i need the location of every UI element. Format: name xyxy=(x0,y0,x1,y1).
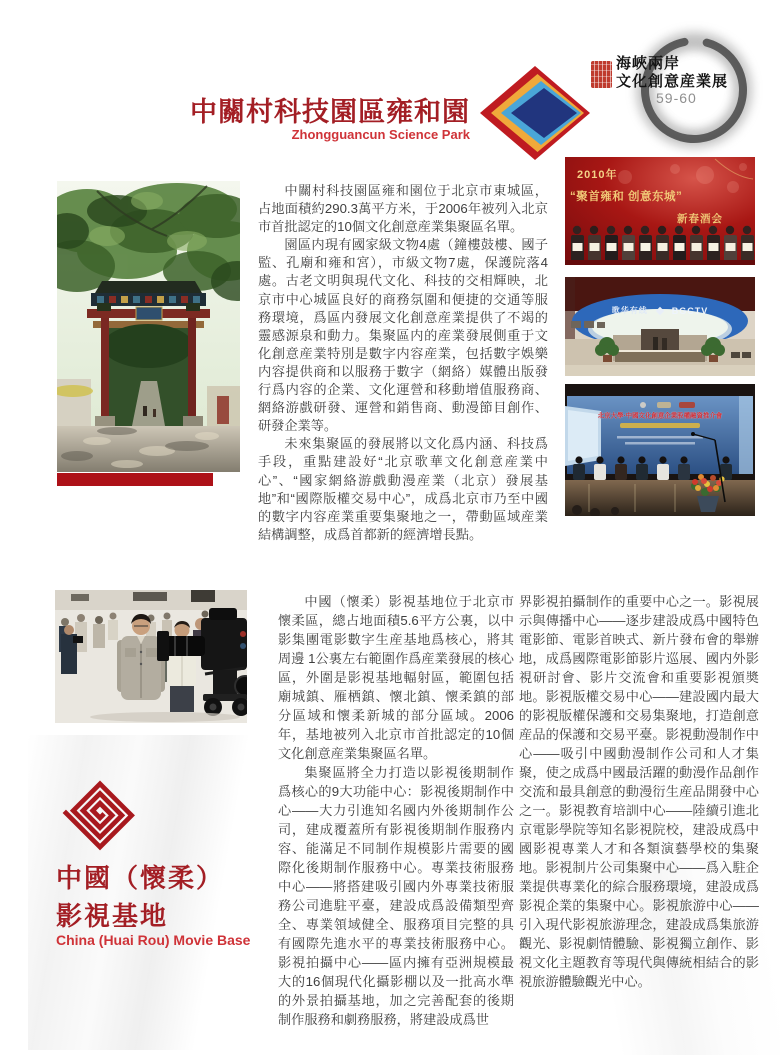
expo-title-line1: 海峽兩岸 xyxy=(616,55,681,72)
lobby-banner-brand-en: BGCTV xyxy=(671,305,709,316)
s2-paragraph-2-continued: 界影視拍攝制作的重要中心之一。影視展示與傳播中心——逐步建設成爲中國特色電影節、電影首映式、新片發布會的舉辦地，成爲國際電影節影片巡展、國内外影視研討會、影片交流會和重要影視頒奬地。影視版權交易中心——建設國内最大的影視版權保護和交易集聚地，打造創意産品的保護和交易平臺。影視動漫制作中心——吸引中國動漫制作公司和人才集聚，使之成爲中國最活躍的動漫作品創作交流和最具創意的動漫衍生産品開發中心之一。影視教育培訓中心——陸續引進北京電影學院等知名影視院校，建設成爲中國影視專業人才和各類演藝學校的集聚地。影視制片公司集聚中心——爲入駐企業提供專業化的綜合服務環境，建設成爲影視企業的集聚中心。影視旅游中心——引入現代影視旅游理念，建設成爲集旅游觀光、影視劇情體驗、影視獨立創作、影視文化主題教育等現代與傳統相結合的影視旅游體驗觀光中心。 xyxy=(519,594,759,989)
s1-paragraph-3: 未來集聚區的發展將以文化爲内涵、科技爲手段，重點建設好“北京歌華文化創意産業中心”、“國家網絡游戲動漫産業（北京）發展基地”和“國際版權交易中心”，成爲北京市乃至中國的數字内容産業重要集聚地之一，帶動區域産業結構調整，成爲首都新的經濟增長點。 xyxy=(258,436,548,542)
lobby-banner-brand-cn: 歌华有线 xyxy=(611,306,648,315)
section1-title: 中關村科技園區雍和園 xyxy=(190,97,470,127)
s2-paragraph-1: 中國（懷柔）影視基地位于北京市懷柔區，總占地面積5.6平方公裏，以中影集團電影數字生産基地爲核心，將其周邊 1公裏左右範圍作爲産業發展的核心區，外圍是影視基地輻射區，範圍包括廟城鎮、雁栖鎮、懷北鎮、懷柔鎮的部分區域和懷柔新城的部分區域。2006年，基地被列入北京市首批認定的10個文化創意産業集聚區名單。 xyxy=(278,594,514,761)
section2-title-line1: 中國（懷柔） xyxy=(56,864,225,893)
s1-paragraph-1: 中關村科技園區雍和園位于北京市東城區，占地面積約290.3萬平方米，于2006年被列入北京市首批認定的10個文化創意産業集聚區名單。 xyxy=(258,183,548,235)
page-number: 59-60 xyxy=(656,90,697,106)
expo-title-line2: 文化創意産業展 xyxy=(616,73,729,90)
diamond-chevron-ornament xyxy=(480,66,590,160)
seal-stamp-icon xyxy=(591,61,612,88)
section2-title-line2: 影視基地 xyxy=(56,902,169,931)
movie-base-logo-icon xyxy=(57,770,143,856)
section2-column-1 xyxy=(278,592,514,1029)
section2-subtitle: China (Huai Rou) Movie Base xyxy=(56,932,251,948)
s2-paragraph-2: 集聚區將全力打造以影視後期制作爲核心的9大功能中心：影視後期制作中心——大力引進知名國内外後期制作公司，建成覆蓋所有影視後期制作服務内容、能滿足不同制作規模影片需要的國際化後期制作服務中心。專業技術服務中心——將搭建吸引國内外專業技術服務公司進駐平臺，建設成爲設備類型齊全、專業領域健全、服務項目完整的具有國際先進水平的專業技術服務中心。影視拍攝中心——區内擁有亞洲規模最大的16個現代化攝影棚以及一批高水準的外景拍攝基地，加之完善配套的後期制作服務和劇務服務，將建設成爲世 xyxy=(278,765,514,1027)
lobby-banner xyxy=(565,305,755,316)
new-year-reception-photo xyxy=(565,157,755,265)
s1-paragraph-2: 園區内現有國家級文物4處（鐘樓鼓樓、國子監、孔廟和雍和宮），市級文物7處，保護院落4處。古老文明與現代文化、科技的交相輝映，北京市中心城區良好的商務氛圍和便捷的交通等服務環境，爲區内發展文化創意産業提供了不竭的靈感源泉和動力。集聚區内的産業發展側重于文化創意産業特別是數字内容産業，包括數字娛樂内容提供商和以服務于數字（網絡）媒體出版發行爲内容的企業、文化運營和移動增值服務商、網絡游戲研發、運營和銷售商、動漫節目創作、研發企業等。 xyxy=(258,237,548,434)
yonghe-gate-photo xyxy=(57,181,240,472)
section2-title xyxy=(56,860,296,936)
section1-body xyxy=(258,182,548,544)
event-photo-name: 新春酒会 xyxy=(677,213,723,225)
film-crew-photo xyxy=(55,590,247,723)
event-photo-year: 2010年 xyxy=(577,169,618,181)
section2-column-2 xyxy=(519,592,759,991)
gehua-lobby-photo xyxy=(565,277,755,376)
section1-subtitle: Zhongguancun Science Park xyxy=(291,127,470,142)
red-accent-bar xyxy=(57,473,213,486)
forum-banner-subtitle-bar xyxy=(620,423,700,428)
investment-forum-photo xyxy=(565,384,755,516)
forum-banner-title: 北京大學·中國文化創意企業股權融資推介會 xyxy=(597,412,723,420)
lobby-banner-logo-icon xyxy=(656,306,664,314)
event-photo-slogan: “聚首雍和 创意东城” xyxy=(570,191,683,203)
expo-title xyxy=(616,55,756,91)
